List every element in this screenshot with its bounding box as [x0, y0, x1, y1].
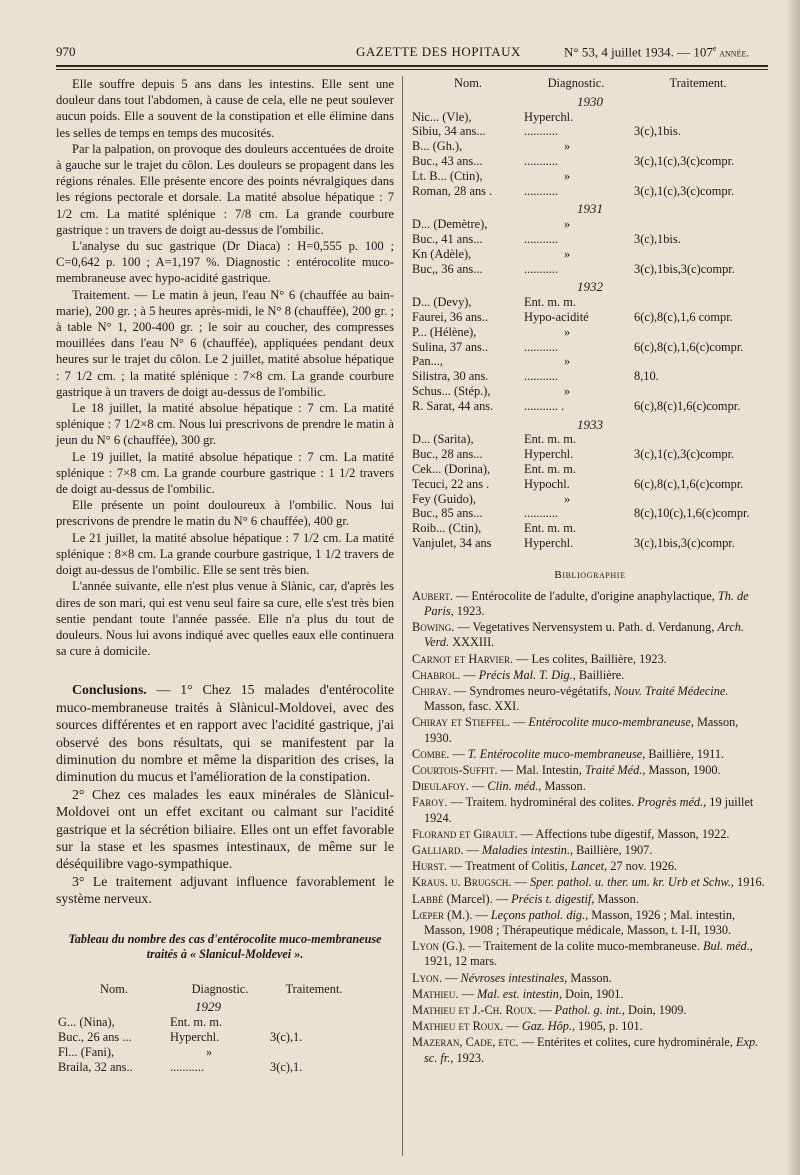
cell-treatment: [628, 169, 768, 184]
table-row: [412, 536, 768, 551]
table-row: [412, 247, 768, 262]
bib-tail: Masson, fasc. XXI.: [424, 699, 520, 714]
bibliography-entry: [412, 827, 768, 842]
table-row: [412, 184, 768, 199]
cell-name: Faurei, 36 ans..: [412, 309, 489, 324]
bib-tail: Baillière, 1911.: [645, 746, 725, 761]
cell-treatment: 8(c),10(c),1,6(c)compr.: [634, 506, 750, 521]
bib-title: Entérocolite muco-membraneuse,: [528, 715, 694, 730]
bib-title: Précis t. digestif,: [511, 891, 595, 906]
bib-tail: 1923.: [453, 1050, 485, 1065]
cell-diagnostic: »: [564, 217, 571, 232]
col-header-name: Nom.: [100, 981, 128, 996]
cell-diagnostic: »: [564, 324, 571, 339]
bib-tail: 1916.: [733, 875, 765, 890]
bib-author: Kraus. u. Brugsch.: [412, 875, 512, 890]
cell-treatment: 8,10.: [634, 369, 659, 384]
bib-author: Labbé: [412, 891, 444, 906]
bib-text: —: [503, 1019, 522, 1034]
cell-name: Schus... (Stép.),: [412, 383, 491, 398]
cell-diagnostic: ...........: [524, 369, 559, 384]
bib-text: —: [460, 667, 479, 682]
cell-name: Sibiu, 34 ans...: [412, 124, 486, 139]
bibliography-entry: [412, 684, 768, 714]
bib-title: Leçons pathol. dig.,: [490, 907, 589, 922]
bib-title: Pathol. g. int.,: [554, 1002, 625, 1017]
bib-tail: Doin, 1909.: [624, 1002, 687, 1017]
table-row: [58, 1030, 358, 1045]
paragraph: Traitement. — Le matin à jeun, l'eau N° 6 (chauffée au bain-marie), 200 gr. ; à 5 heures après-midi, le N° 8 (chauffée), 200 gr. ; à table N° 1, 200-400 gr. ; le soir au coucher, des compresses mouillées dans l'eau N° 6 (chauffée), appliquées pendant deux heures sur le trajet du côlon. Le 2 juillet, matité absolue hépatique : 7 1/2 cm. ; la matité splénique : 7×8 cm. La grande courbure gastrique à un travers de doigt au-dessus de l'ombilic.: [56, 287, 394, 399]
cell-diagnostic: Ent. m. m.: [524, 295, 576, 310]
bib-author: Combe.: [412, 746, 450, 761]
paragraph: L'année suivante, elle n'est plus venue à Slànic, car, d'après les dires de son mari, qui est venu seul faire sa cure, elle s'est très bien sentie pendant toute l'année passée. Elle n'a plus du tout de douleurs. Nous lui avons indiqué avec quelles eaux elle continuera sa cure à domicile.: [56, 579, 394, 659]
cell-name: Sulina, 37 ans..: [412, 339, 489, 354]
cell-name: Buc., 41 ans...: [412, 231, 483, 246]
bibliography-entry: [412, 589, 768, 619]
bib-title: Précis Mal. T. Dig.: [478, 667, 573, 682]
bib-text: —: [509, 715, 529, 730]
cell-name: Buc., 28 ans...: [412, 447, 483, 462]
bib-text: — Entérocolite de l'adulte, d'origine anaphylactique,: [452, 588, 718, 603]
bib-author: Mathieu et J.-Ch. Roux.: [412, 1002, 537, 1017]
bib-tail: 19 juillet 1924.: [424, 795, 754, 825]
cell-treatment: 3(c),1bis.: [634, 124, 681, 139]
bib-title: T. Entérocolite muco-membraneuse,: [467, 746, 646, 761]
bibliography-entry: [412, 939, 768, 969]
bib-title: Progrès méd.,: [637, 795, 707, 810]
bib-author: Aubert.: [412, 588, 453, 603]
cell-diagnostic: »: [564, 383, 571, 398]
cell-diagnostic: Hyperchl.: [524, 109, 574, 124]
bib-text: — Vegetatives Nervensystem u. Path. d. Verdanung,: [454, 620, 718, 635]
paragraph: L'analyse du suc gastrique (Dr Diaca) : H=0,555 p. 100 ; C=0,642 p. 100 ; A=1,197 %. Diagnostic : entérocolite muco-membraneuse avec hypo-acidité gastrique.: [56, 239, 394, 286]
cell-treatment: [628, 110, 768, 125]
table-row: [412, 521, 768, 536]
bib-title: Th. de Paris: [424, 588, 749, 618]
paragraph: Le 21 juillet, la matité absolue hépatique : 7 1/2 cm. La matité splénique : 8×8 cm. La grande courbure gastrique, 1 1/2 travers de doigt au-dessus de l'ombilic. Elle se sent très bien.: [56, 530, 394, 578]
cell-treatment: [628, 354, 768, 369]
cell-treatment: [628, 295, 768, 310]
table-row: [412, 217, 768, 232]
bib-author: Faroy.: [412, 795, 448, 810]
col-header-treatment: Traitement.: [285, 981, 343, 996]
bibliography-entry: [412, 908, 768, 938]
year-row: [412, 276, 768, 295]
bib-author: Mathieu.: [412, 986, 459, 1001]
cell-treatment: 3(c),1bis,3(c)compr.: [634, 535, 735, 550]
bib-tail: Doin, 1901.: [562, 986, 624, 1001]
bib-text: — Treatment of Colitis,: [446, 859, 571, 874]
bibliography-entry: [412, 859, 768, 874]
cell-name: R. Sarat, 44 ans.: [412, 398, 494, 413]
cell-name: Tecuci, 22 ans .: [412, 476, 490, 491]
bib-author: Lyon.: [412, 970, 443, 985]
bib-author: Galliard.: [412, 842, 464, 857]
cell-diagnostic: »: [564, 354, 571, 369]
cell-name: G... (Nina),: [58, 1015, 115, 1030]
cell-diagnostic: Hypochl.: [524, 476, 570, 491]
bib-tail: Masson.: [594, 891, 639, 906]
table-header-row: [58, 982, 358, 997]
bib-author: Mazeran, Cade, etc.: [412, 1035, 519, 1050]
bib-title: Mal. est. intestin,: [476, 986, 563, 1001]
table-row: [412, 384, 768, 399]
bib-title: Exp. sc. fr.,: [424, 1035, 759, 1065]
bibliography-entry: [412, 795, 768, 825]
cell-diagnostic: Hypo-acidité: [524, 309, 589, 324]
cell-diagnostic: Hyperchl.: [170, 1029, 220, 1044]
year-row: [412, 91, 768, 110]
bib-title: Bul. méd.,: [702, 939, 753, 954]
bibliography-entry: [412, 668, 768, 683]
running-header: [56, 42, 768, 64]
bibliography-entry: [412, 892, 768, 907]
table-row: [412, 139, 768, 154]
cell-treatment: 6(c),8(c),1,6(c)compr.: [634, 476, 744, 491]
table-row: [412, 295, 768, 310]
bib-text: (G.). — Traitement de la colite muco-membraneuse.: [439, 939, 703, 954]
table-row: [412, 492, 768, 507]
cell-diagnostic: Hyperchl.: [524, 447, 574, 462]
table-row: [412, 110, 768, 125]
bib-tail: Masson, 1926 ; Mal. intestin, Masson, 1908 ; Thérapeutique médicale, Masson, t. I-II, 1930.: [424, 907, 736, 937]
bib-title: Arch. Verd.: [424, 620, 745, 650]
cell-diagnostic: ...........: [524, 231, 559, 246]
issue-text: N° 53, 4 juillet 1934. — 107: [564, 44, 713, 60]
bib-author: Florand et Girault.: [412, 826, 518, 841]
table-row: [412, 477, 768, 492]
cell-diagnostic: »: [564, 168, 571, 183]
cell-diagnostic: ...........: [524, 506, 559, 521]
table-row: [412, 340, 768, 355]
cell-diagnostic: ...........: [524, 124, 559, 139]
bib-title: Lancet,: [570, 859, 608, 874]
year-label: 1931: [577, 201, 603, 217]
paragraph: Elle présente un point douloureux à l'ombilic. Nous lui prescrivons de prendre le matin du N° 6 chauffée), 400 gr.: [56, 498, 394, 529]
page-number: 970: [56, 44, 76, 59]
year-row: [412, 198, 768, 217]
bib-title: Sper. pathol. u. ther. um. kr. Urb et Schw.,: [529, 875, 734, 890]
bib-author: Bowing.: [412, 620, 455, 635]
cell-name: Fey (Guido),: [412, 491, 477, 506]
cell-name: Braila, 32 ans..: [58, 1059, 133, 1074]
bib-tail: XXXIII.: [449, 635, 495, 650]
cell-name: Fl... (Fani),: [58, 1044, 115, 1059]
bib-text: —: [463, 842, 482, 857]
header-rule-thin: [56, 69, 768, 70]
bib-tail: Masson.: [567, 970, 612, 985]
bibliography-entry: [412, 1003, 768, 1018]
bib-text: —: [511, 875, 530, 890]
cell-treatment: [628, 384, 768, 399]
cell-name: Buc,, 36 ans...: [412, 261, 483, 276]
cell-diagnostic: Ent. m. m.: [524, 432, 576, 447]
cases-table-right: [412, 76, 768, 551]
cell-diagnostic: ...........: [524, 339, 559, 354]
bib-tail: Masson, 1930.: [424, 715, 739, 745]
cell-name: Lt. B... (Ctin),: [412, 168, 483, 183]
bibliography-entry: [412, 987, 768, 1002]
year-label: 1933: [577, 416, 603, 432]
bib-title: Traité Méd.,: [584, 762, 646, 777]
bib-text: — Mal. Intestin,: [497, 762, 585, 777]
table-row: [412, 262, 768, 277]
issue-info: [564, 44, 749, 60]
cell-treatment: 3(c),1.: [270, 1029, 303, 1044]
bib-text: —: [468, 779, 488, 794]
cell-treatment: 3(c),1(c),3(c)compr.: [634, 153, 735, 168]
journal-title: GAZETTE DES HOPITAUX: [356, 44, 521, 59]
cell-name: B... (Gh.),: [412, 139, 463, 154]
table-row: [58, 1015, 358, 1030]
bibliography-entry: [412, 875, 768, 890]
paragraph: Elle souffre depuis 5 ans dans les intestins. Elle sent une douleur dans tout l'abdomen, à cause de cela, elle ne peut soulever aucun poids. Elle a souvent de la constipation et elle élimine dans les selles de temps en temps des mucosités.: [56, 77, 394, 140]
bibliography-entry: [412, 1035, 768, 1065]
cell-treatment: [628, 521, 768, 536]
bib-author: Lœper: [412, 907, 445, 922]
cell-treatment: 6(c),8(c),1,6 compr.: [634, 309, 733, 324]
bib-text: —: [442, 970, 461, 985]
cell-name: D... (Devy),: [412, 295, 472, 310]
cell-name: Vanjulet, 34 ans: [412, 535, 492, 550]
year-label: 1932: [577, 279, 603, 295]
cell-treatment: [628, 432, 768, 447]
cell-diagnostic: Ent. m. m.: [170, 1015, 222, 1030]
paragraph: Le 19 juillet, la matité absolue hépatique : 7 cm. La matité splénique : 7×8 cm. La grande courbure gastrique : 1 1/2 travers de doigt au-dessus de l'ombilic.: [56, 449, 394, 497]
bib-tail: Baillière, 1907.: [573, 842, 653, 857]
cell-diagnostic: ...........: [524, 183, 559, 198]
cases-table-left: [58, 982, 358, 1075]
cell-treatment: [628, 325, 768, 340]
paragraph: Le 18 juillet, la matité absolue hépatique : 7 cm. La matité splénique : 7 1/2×8 cm. Nous lui prescrivons de prendre le matin à jeun du N° 6 (chauffée), 300 gr.: [56, 401, 394, 448]
bib-text: — Traitem. hydrominéral des colites.: [447, 795, 638, 810]
cell-name: Buc., 26 ans ...: [58, 1029, 132, 1044]
col-header-diagnostic: Diagnostic.: [547, 76, 605, 90]
cell-treatment: 3(c),1bis.: [634, 231, 681, 246]
cell-name: Cek... (Dorina),: [412, 461, 491, 476]
bib-tail: , 1923.: [450, 603, 485, 618]
year-label: 1930: [577, 93, 603, 109]
cell-treatment: [628, 462, 768, 477]
bibliography-entry: [412, 620, 768, 650]
issue-year-label: année.: [716, 47, 750, 60]
bibliography-entry: [412, 971, 768, 986]
cell-treatment: 3(c),1.: [270, 1059, 303, 1074]
table-row: [58, 1060, 358, 1075]
cell-diagnostic: »: [564, 246, 571, 261]
cell-name: P... (Hélène),: [412, 324, 477, 339]
cell-treatment: [628, 492, 768, 507]
cell-diagnostic: ...........: [524, 261, 559, 276]
bibliography-entry: [412, 652, 768, 667]
cell-treatment: 6(c),8(c),1,6(c)compr.: [634, 339, 744, 354]
bibliography-entry: [412, 747, 768, 762]
bib-text: —: [458, 986, 477, 1001]
year-row: [412, 414, 768, 433]
cell-name: D... (Sarita),: [412, 432, 474, 447]
table-row: [58, 1045, 358, 1060]
cell-name: Roib... (Ctin),: [412, 521, 482, 536]
bib-tail: , Baillière.: [572, 667, 625, 682]
col-header-name: Nom.: [454, 76, 482, 90]
table-row: [412, 506, 768, 521]
cell-name: Buc., 85 ans...: [412, 506, 483, 521]
bib-tail: Masson.: [541, 779, 586, 794]
bibliography-heading: Bibliographie: [554, 568, 626, 581]
table-row: [412, 432, 768, 447]
left-column: [56, 76, 394, 1074]
table-row: [412, 124, 768, 139]
cell-diagnostic: Ent. m. m.: [524, 521, 576, 536]
bibliography-entry: [412, 1019, 768, 1034]
cell-name: D... (Demètre),: [412, 217, 488, 232]
bib-text: — Syndromes neuro-végétatifs,: [450, 683, 614, 698]
cell-name: Pan...,: [412, 354, 443, 369]
cell-treatment: [270, 1045, 358, 1060]
table-caption: Tableau du nombre des cas d'entérocolite muco-membraneuse traités à « Slanicul-Moldevei ».: [68, 931, 382, 961]
right-column: [412, 76, 768, 1067]
bib-text: — Entérites et colites, cure hydrominérale,: [518, 1035, 737, 1050]
cell-treatment: 3(c),1(c),3(c)compr.: [634, 447, 735, 462]
table-row: [412, 232, 768, 247]
bibliography-entry: [412, 763, 768, 778]
table-row: [412, 399, 768, 414]
bib-title: Maladies intestin.,: [481, 842, 574, 857]
bib-text: (M.). —: [444, 907, 491, 922]
bib-tail: 1921, 12 mars.: [424, 954, 498, 969]
table-row: [412, 462, 768, 477]
page-edge-shadow: [786, 0, 800, 1175]
bib-tail: 27 nov. 1926.: [607, 859, 678, 874]
cell-diagnostic: »: [206, 1044, 213, 1059]
col-header-treatment: Traitement.: [669, 76, 727, 90]
table-row: [412, 369, 768, 384]
table-header-row: [412, 76, 768, 91]
cell-treatment: 3(c),1bis,3(c)compr.: [634, 261, 735, 276]
table-row: [412, 310, 768, 325]
cell-treatment: [628, 247, 768, 262]
cell-diagnostic: ...........: [170, 1059, 205, 1074]
bib-text: —: [449, 746, 468, 761]
conclusion-1: [56, 681, 394, 785]
cell-name: Roman, 28 ans .: [412, 183, 493, 198]
cell-name: Buc., 43 ans...: [412, 153, 483, 168]
cell-diagnostic: ........... .: [524, 398, 565, 413]
bib-author: Lyon: [412, 939, 440, 954]
bib-author: Courtois-Suffit.: [412, 762, 498, 777]
cell-name: Nic... (Vle),: [412, 109, 472, 124]
bib-tail: 1905, p. 101.: [575, 1019, 643, 1034]
table-row: [412, 169, 768, 184]
bib-author: Mathieu et Roux.: [412, 1019, 504, 1034]
bibliography-entry: [412, 779, 768, 794]
table-row: [412, 154, 768, 169]
table-row: [412, 325, 768, 340]
bib-author: Chabrol.: [412, 667, 461, 682]
bib-title: Nouv. Traité Médecine.: [613, 683, 729, 698]
bib-title: Névroses intestinales,: [460, 970, 568, 985]
bibliography-entry: [412, 715, 768, 745]
cell-treatment: [628, 217, 768, 232]
conclusions-section: [56, 681, 394, 907]
cell-name: Kn (Adèle),: [412, 246, 472, 261]
cell-treatment: [628, 139, 768, 154]
bib-author: Chiray.: [412, 683, 451, 698]
bibliography-entry: [412, 843, 768, 858]
table-row: [412, 354, 768, 369]
cell-treatment: 6(c),8(c)1,6(c)compr.: [634, 398, 741, 413]
bib-text: — Les colites, Baillière, 1923.: [513, 651, 667, 666]
cell-diagnostic: ...........: [524, 153, 559, 168]
cell-diagnostic: Ent. m. m.: [524, 461, 576, 476]
conclusion-text: — 1° Chez 15 malades d'entérocolite muco-membraneuse traités à Slànicul-Moldovei, avec des sources différentes et en rapport avec l'acidité gastrique, j'ai observé des bons résultats, qui se manifestent par la diminution du nombre et même la disparition des crises, la diminution du mucus et l'amélioration de la constipation.: [56, 682, 394, 785]
paragraph: Par la palpation, on provoque des douleurs accentuées de droite à gauche sur le trajet du côlon. Les douleurs se propagent dans les régions rénales. Elle présente encore des points névralgiques dans les régions pectorale et dorsale. La matité absolue hépatique : 7 1/2 cm. La matité splénique : 7/8 cm. La grande courbure gastrique : un travers de doigt au-dessus de l'ombilic.: [56, 141, 394, 237]
bib-text: — Affections tube digestif, Masson, 1922.: [517, 826, 730, 841]
conclusion-2: 2° Chez ces malades les eaux minérales de Slànicul-Moldovei ont un effet excitant ou calmant sur l'acidité gastrique et la sécrétion biliaire. Elles ont un effet favorable sur la stase et les spasmes intestinaux, de même sur le déséquilibre vago-sympathique.: [56, 786, 394, 872]
bib-author: Chiray et Stieffel.: [412, 715, 510, 730]
bib-text: (Marcel). —: [443, 891, 512, 906]
cell-diagnostic: »: [564, 491, 571, 506]
cell-diagnostic: »: [564, 139, 571, 154]
col-header-diagnostic: Diagnostic.: [191, 981, 249, 996]
year-row: [58, 996, 358, 1015]
bib-tail: Masson, 1900.: [645, 762, 721, 777]
cell-treatment: [270, 1015, 358, 1030]
bib-title: Clin. méd.,: [487, 779, 542, 794]
bib-title: Gaz. Hôp.,: [521, 1019, 576, 1034]
bib-text: —: [536, 1002, 555, 1017]
cell-treatment: 3(c),1(c),3(c)compr.: [634, 183, 735, 198]
header-rule: [56, 65, 768, 67]
column-divider: [402, 76, 403, 1156]
conclusion-3: 3° Le traitement adjuvant influence favorablement le système nerveux.: [56, 873, 394, 907]
issue-sup: e: [712, 44, 717, 53]
year-label: 1929: [195, 999, 221, 1015]
table-row: [412, 447, 768, 462]
cell-name: Silistra, 30 ans.: [412, 369, 489, 384]
bib-author: Dieulafoy.: [412, 779, 469, 794]
cell-diagnostic: Hyperchl.: [524, 535, 574, 550]
bibliography-list: [412, 589, 768, 1066]
bib-author: Hurst.: [412, 859, 447, 874]
bib-author: Carnot et Harvier.: [412, 651, 514, 666]
conclusions-heading: Conclusions.: [72, 682, 147, 698]
